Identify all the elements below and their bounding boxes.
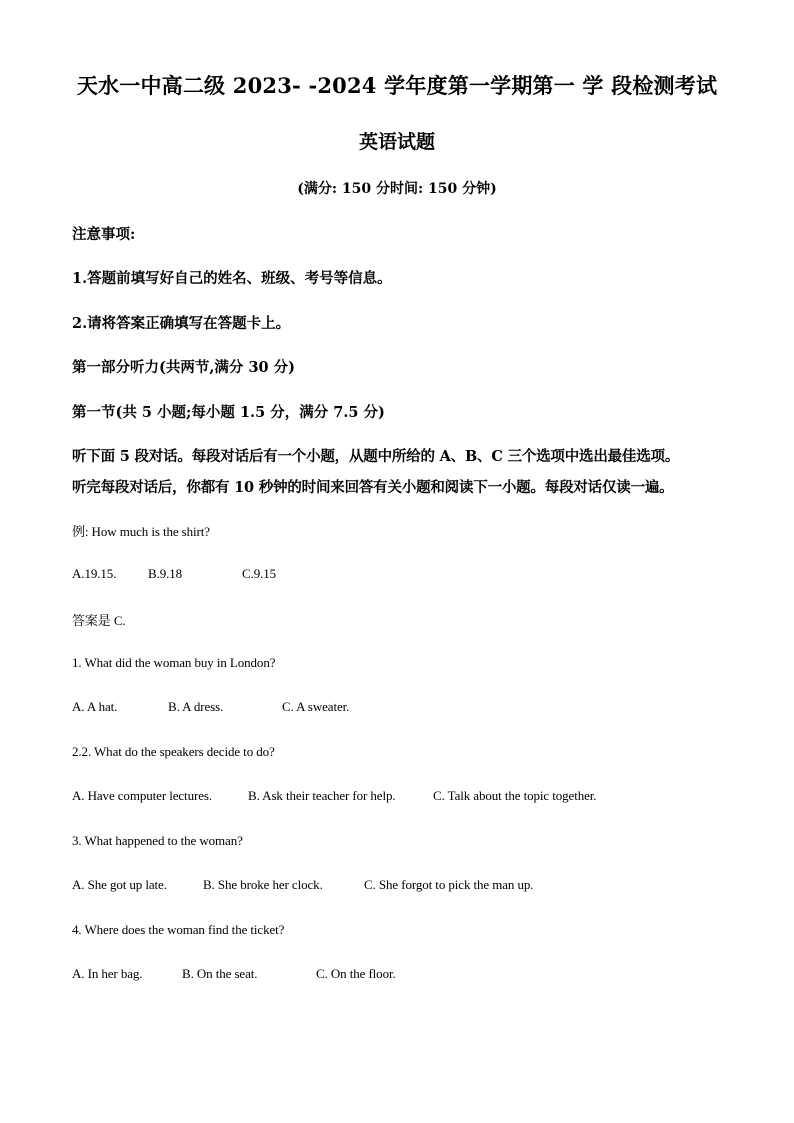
question-3-options xyxy=(72,877,533,893)
question-1-option-c: C. A sweater. xyxy=(282,699,350,714)
question-3-stem: 3. What happened to the woman? xyxy=(72,833,243,848)
question-2-option-b: B. Ask their teacher for help. xyxy=(248,788,396,803)
instruction-line-1: 听下面 5 段对话。每段对话后有一个小题，从题中所给的 A、B、C 三个选项中选出最佳选项。 xyxy=(72,448,680,465)
question-2-option-c: C. Talk about the topic together. xyxy=(433,788,597,803)
instruction-line-2: 听完每段对话后，你都有 10 秒钟的时间来回答有关小题和阅读下一小题。每段对话仅读一遍。 xyxy=(72,479,674,496)
section1-heading: 第一节(共 5 小题;每小题 1.5 分，满分 7.5 分) xyxy=(72,404,385,421)
question-3-option-a: A. She got up late. xyxy=(72,877,167,892)
example-options xyxy=(72,566,276,582)
question-4-option-b: B. On the seat. xyxy=(182,966,258,981)
example-answer: 答案是 C. xyxy=(72,613,126,628)
example-question: 例: How much is the shirt? xyxy=(72,524,210,539)
question-3-option-c: C. She forgot to pick the man up. xyxy=(364,877,534,892)
example-option-b: B.9.18 xyxy=(148,566,183,581)
question-3-option-b: B. She broke her clock. xyxy=(203,877,323,892)
notice-heading: 注意事项: xyxy=(72,226,136,243)
example-option-c: C.9.15 xyxy=(242,566,277,581)
question-4-options xyxy=(72,966,396,982)
example-option-a: A.19.15. xyxy=(72,566,117,581)
part1-heading: 第一部分听力(共两节,满分 30 分) xyxy=(72,359,296,376)
score-time: (满分: 150 分时间: 150 分钟) xyxy=(297,181,497,197)
exam-title: 天水一中高二级 2023- -2024 学年度第一学期第一 学 段检测考试 xyxy=(76,73,718,98)
question-1-option-b: B. A dress. xyxy=(168,699,224,714)
question-1-option-a: A. A hat. xyxy=(72,699,118,714)
question-2-options xyxy=(72,788,596,804)
question-4-option-c: C. On the floor. xyxy=(316,966,396,981)
exam-subject: 英语试题 xyxy=(358,131,435,153)
question-1-options xyxy=(72,699,349,715)
question-2-stem: 2.2. What do the speakers decide to do? xyxy=(72,744,275,759)
notice-item-1: 1.答题前填写好自己的姓名、班级、考号等信息。 xyxy=(72,270,392,287)
question-4-stem: 4. Where does the woman find the ticket? xyxy=(72,922,285,937)
question-2-option-a: A. Have computer lectures. xyxy=(72,788,212,803)
notice-item-2: 2.请将答案正确填写在答题卡上。 xyxy=(72,315,291,332)
question-1-stem: 1. What did the woman buy in London? xyxy=(72,655,276,670)
question-4-option-a: A. In her bag. xyxy=(72,966,143,981)
